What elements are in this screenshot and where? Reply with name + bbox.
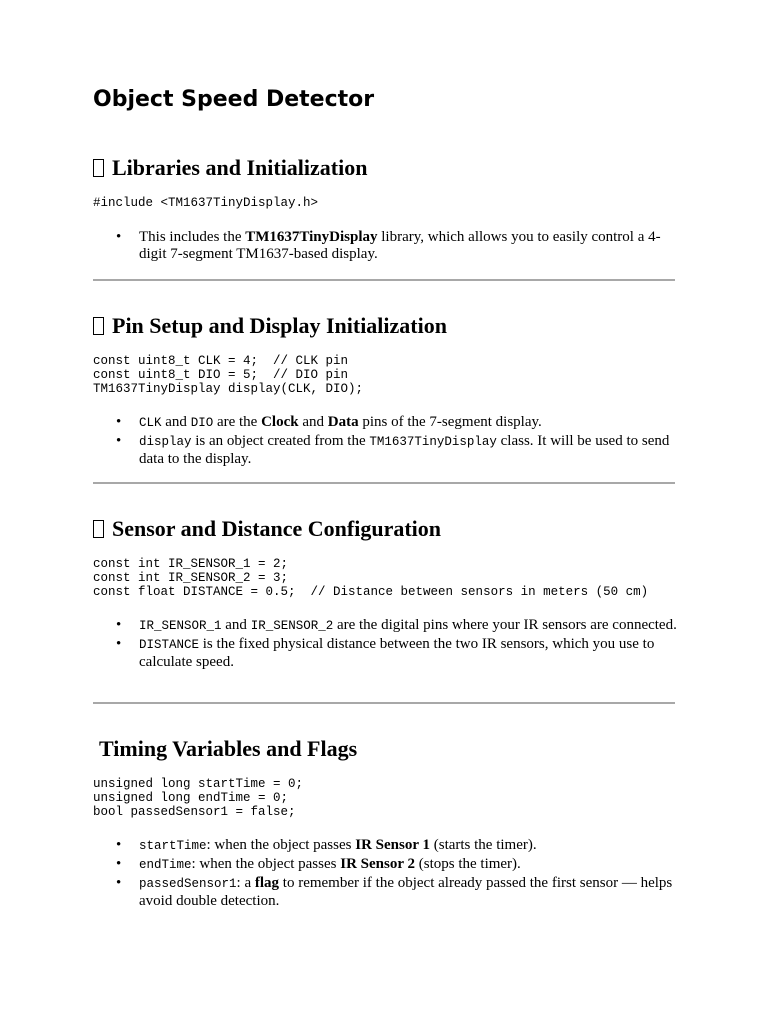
code-block-sensor-config: const int IR_SENSOR_1 = 2; const int IR_SENSOR_2 = 3; const float DISTANCE = 0.5; // Distance between sensors in meters (50 cm) (93, 557, 649, 599)
divider (93, 702, 675, 704)
code-block-timing: unsigned long startTime = 0; unsigned long endTime = 0; bool passedSensor1 = false; (93, 777, 304, 819)
code-block-libraries: #include <TM1637TinyDisplay.h> (93, 196, 319, 210)
list-item: • endTime: when the object passes IR Sensor 2 (stops the timer). (93, 856, 683, 874)
list-item: • display is an object created from the TM1637TinyDisplay class. It will be used to send data to the display. (93, 433, 683, 468)
bullet-list-sensor-config (93, 617, 683, 672)
list-item: • startTime: when the object passes IR Sensor 1 (starts the timer). (93, 837, 683, 855)
list-item: • CLK and DIO are the Clock and Data pins of the 7-segment display. (93, 414, 683, 432)
section-heading-sensor-config: Sensor and Distance Configuration (93, 516, 441, 542)
missing-glyph-icon (93, 159, 104, 177)
page-title: Object Speed Detector (93, 87, 375, 112)
section-heading-libraries: Libraries and Initialization (93, 155, 367, 181)
bullet-list-pin-setup (93, 414, 683, 469)
missing-glyph-icon (93, 317, 104, 335)
list-item: • This includes the TM1637TinyDisplay library, which allows you to easily control a 4-digit 7-segment TM1637-based display. (93, 229, 683, 263)
bullet-list-timing (93, 837, 683, 911)
code-block-pin-setup: const uint8_t CLK = 4; // CLK pin const uint8_t DIO = 5; // DIO pin TM1637TinyDisplay display(CLK, DIO); (93, 354, 364, 396)
section-heading-timing: Timing Variables and Flags (99, 736, 358, 761)
bullet-list-libraries (93, 229, 683, 264)
list-item: • IR_SENSOR_1 and IR_SENSOR_2 are the digital pins where your IR sensors are connected. (93, 617, 683, 635)
missing-glyph-icon (93, 520, 104, 538)
divider (93, 482, 675, 484)
list-item: • DISTANCE is the fixed physical distance between the two IR sensors, which you use to calculate speed. (93, 636, 683, 671)
list-item: • passedSensor1: a flag to remember if the object already passed the first sensor — helps avoid double detection. (93, 875, 683, 910)
section-heading-pin-setup: Pin Setup and Display Initialization (93, 313, 447, 339)
divider (93, 279, 675, 281)
